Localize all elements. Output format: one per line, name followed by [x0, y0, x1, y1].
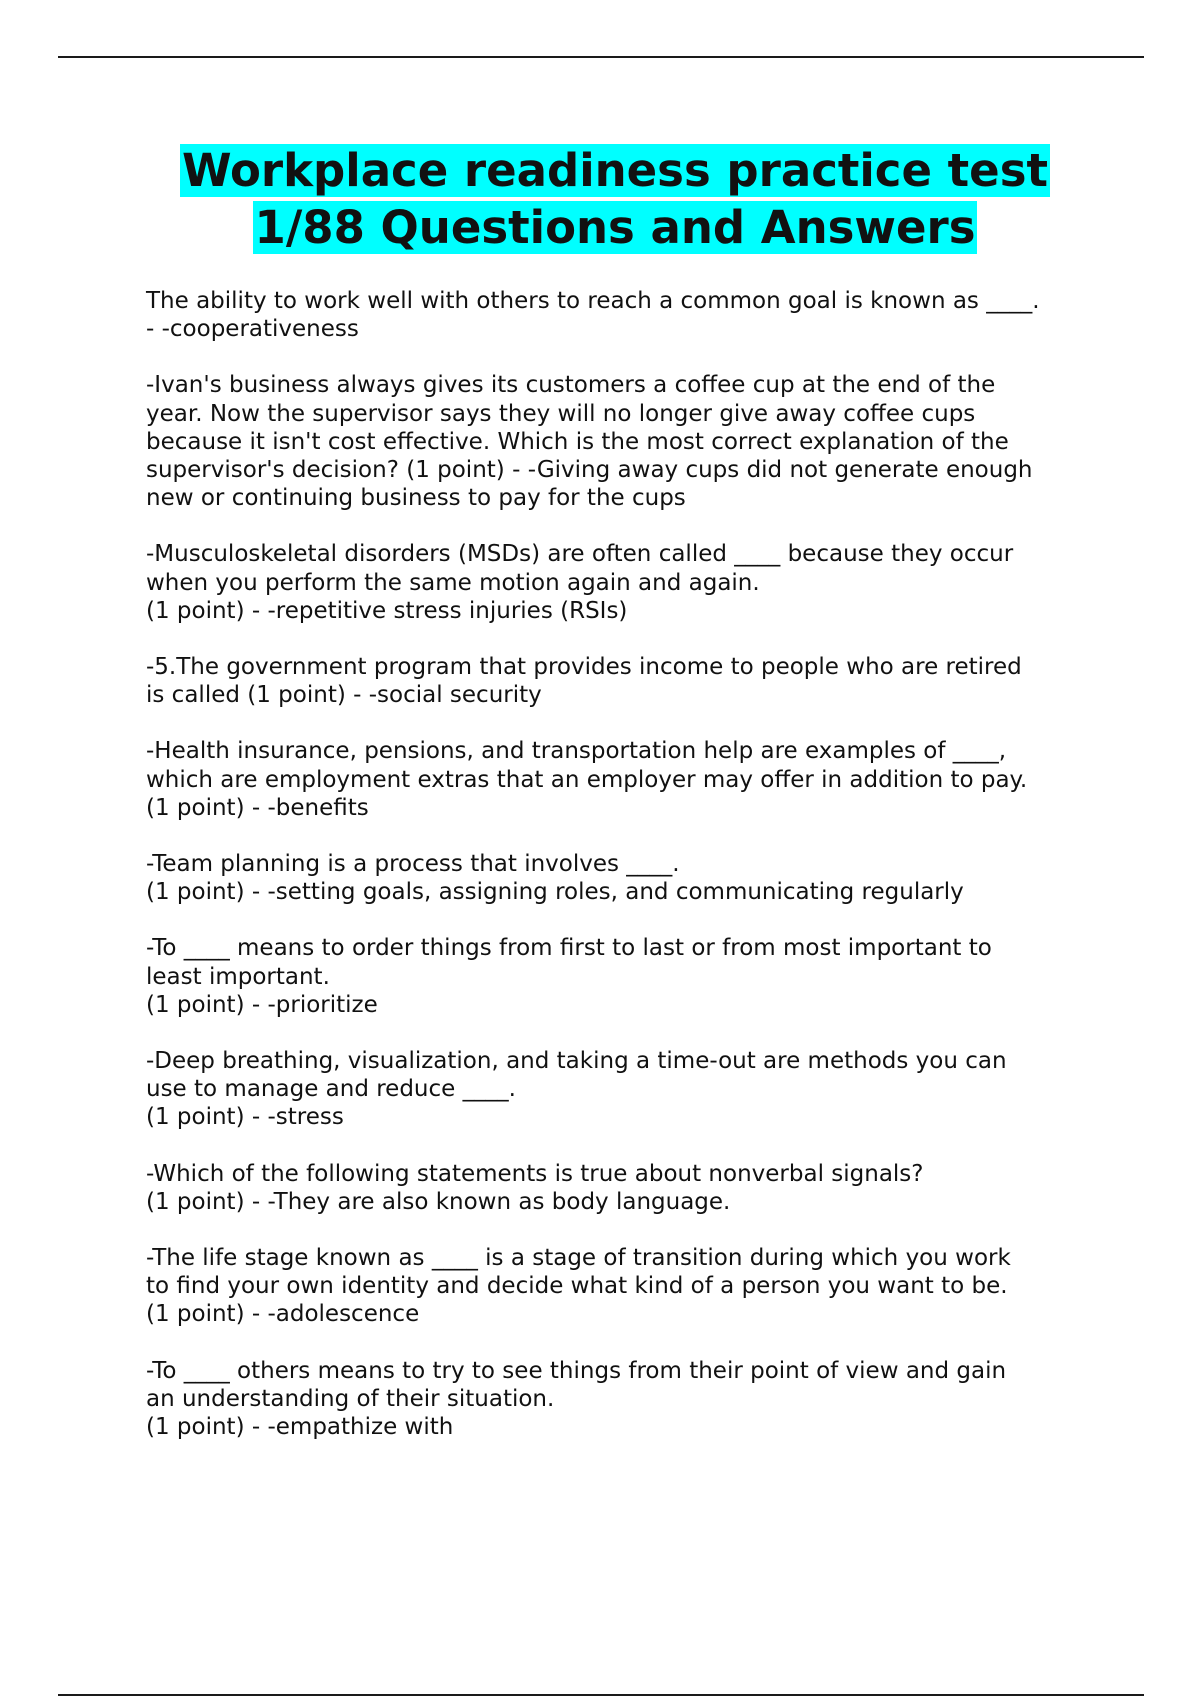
qa-item: The ability to work well with others to reach a common goal is known as ____. - -cooperativeness [146, 288, 1040, 343]
top-rule [58, 56, 1144, 58]
qa-item: -To ____ others means to try to see things from their point of view and gain an understanding of their situation. (1 point) - -empathize with [146, 1357, 1007, 1441]
qa-item: -Musculoskeletal disorders (MSDs) are often called ____ because they occur when you perform the same motion again and again. (1 point) - -repetitive stress injuries (RSIs) [146, 541, 1014, 624]
title-highlight: Workplace readiness practice test 1/88 Questions and Answers [181, 144, 1048, 254]
qa-item: -Which of the following statements is true about nonverbal signals? (1 point) - -They are also known as body language. [146, 1160, 924, 1215]
qa-item: -5.The government program that provides income to people who are retired is called (1 point) - -social security [146, 654, 1022, 709]
qa-item: -The life stage known as ____ is a stage of transition during which you work to find your own identity and decide what kind of a person you want to be. (1 point) - -adolescence [146, 1245, 1011, 1328]
qa-item: -To ____ means to order things from first to last or from most important to least important. (1 point) - -prioritize [146, 935, 992, 1018]
qa-item: -Team planning is a process that involves ____. (1 point) - -setting goals, assigning roles, and communicating regularly [146, 851, 964, 906]
bottom-rule [58, 1694, 1144, 1696]
qa-item: -Ivan's business always gives its customers a coffee cup at the end of the year. Now the supervisor says they will no longer give away coffee cups because it isn't cost effective. Which is the most correct explanation of the supervisor's decision? (1 point) - -Giving away cups did not generate enough new or continuing business to pay for the cups [146, 372, 1033, 512]
qa-item: -Deep breathing, visualization, and taking a time-out are methods you can use to manage and reduce ____. (1 point) - -stress [146, 1048, 1007, 1131]
qa-list [146, 287, 1106, 1469]
document-title [120, 142, 1110, 256]
qa-item: -Health insurance, pensions, and transportation help are examples of ____, which are employment extras that an employer may offer in addition to pay. (1 point) - -benefits [146, 738, 1028, 821]
